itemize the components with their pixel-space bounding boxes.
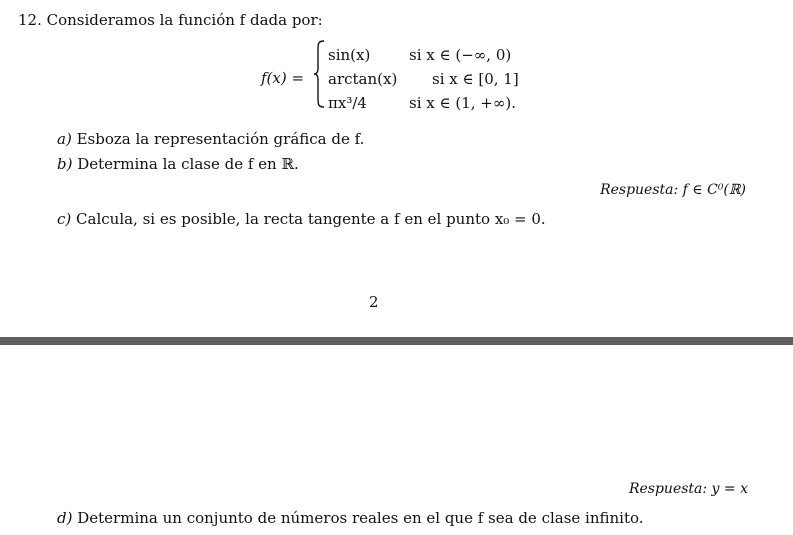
- case-3-expression: πx³/4: [328, 94, 367, 112]
- item-a-label: a): [57, 130, 72, 148]
- problem-intro: Consideramos la función f dada por:: [46, 11, 323, 29]
- item-b: [57, 155, 299, 173]
- item-c-text: Calcula, si es posible, la recta tangente a f en el punto x₀ = 0.: [76, 210, 546, 228]
- item-b-text: Determina la clase de f en ℝ.: [77, 155, 299, 173]
- left-brace: [313, 40, 325, 108]
- item-a-text: Esboza la representación gráfica de f.: [76, 130, 365, 148]
- answer-c: Respuesta: y = x: [628, 481, 748, 497]
- problem-number: 12.: [18, 11, 42, 29]
- item-c: [57, 210, 546, 228]
- item-a: [57, 130, 364, 148]
- case-1-expression: sin(x): [328, 46, 371, 64]
- item-d-text: Determina un conjunto de números reales en el que f sea de clase infinito.: [77, 509, 644, 527]
- piecewise-lhs: f(x) =: [261, 69, 305, 87]
- item-c-label: c): [57, 210, 72, 228]
- answer-b: Respuesta: f ∈ C⁰(ℝ): [600, 182, 746, 198]
- case-2-condition: si x ∈ [0, 1]: [432, 70, 519, 88]
- item-d-label: d): [57, 509, 73, 527]
- problem-header: [18, 11, 323, 29]
- page-break-divider: [0, 337, 793, 345]
- item-d: [57, 509, 644, 527]
- item-b-label: b): [57, 155, 73, 173]
- case-3-condition: si x ∈ (1, +∞).: [409, 94, 516, 112]
- page-number: 2: [369, 293, 379, 311]
- case-1-condition: si x ∈ (−∞, 0): [409, 46, 512, 64]
- case-2-expression: arctan(x): [328, 70, 398, 88]
